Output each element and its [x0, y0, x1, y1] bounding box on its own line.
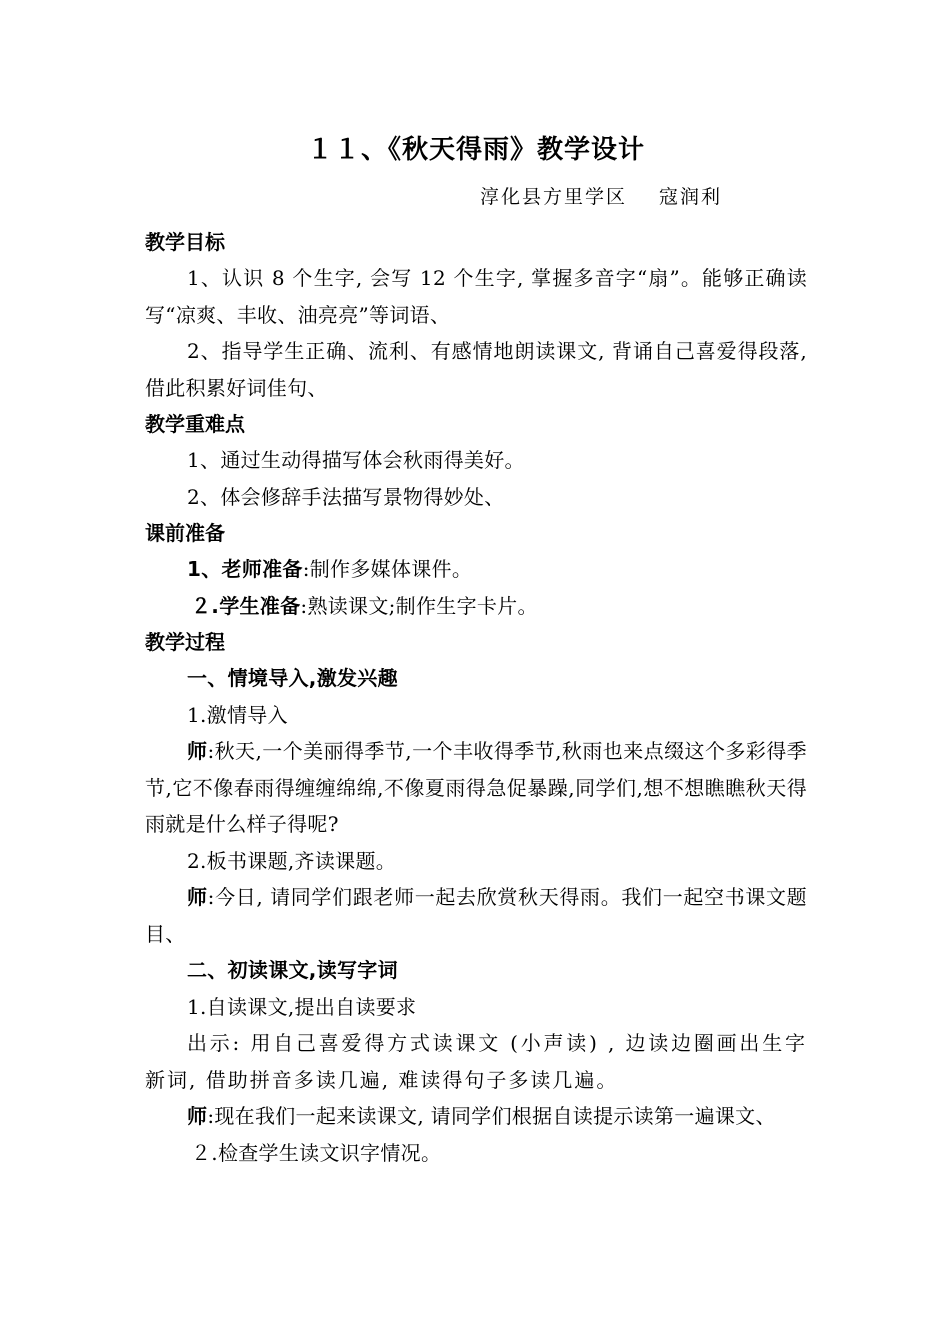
- teacher-label: 师: [187, 739, 208, 763]
- prep-teacher-label: 1、老师准备: [187, 557, 303, 581]
- process-s1-step-1: 1.激情导入: [187, 702, 288, 727]
- prep-student-text: :熟读课文;制作生字卡片。: [300, 593, 538, 618]
- process-s2-step-1: 1.自读课文,提出自读要求: [187, 994, 417, 1019]
- author-name: 寇润利: [659, 186, 723, 208]
- prep-paragraph-student: [145, 588, 807, 625]
- process-s2-teacher-1: [145, 1098, 807, 1135]
- prep-paragraph-teacher: [145, 551, 807, 588]
- process-s1-teacher-1: [145, 733, 807, 843]
- process-s2-step-2: ２.检查学生读文识字情况。: [191, 1140, 442, 1165]
- heading-preparation: 课前准备: [145, 521, 225, 545]
- goal-paragraph-1: 1、认识 8 个生字, 会写 12 个生字, 掌握多音字“扇”。能够正确读写“凉爽、丰收、油亮亮”等词语、: [145, 266, 807, 327]
- prep-student-label: ２.学生准备: [191, 593, 301, 618]
- teacher-label: 师: [187, 885, 208, 909]
- document-title: １１、《秋天得雨》教学设计: [306, 135, 645, 165]
- teacher-text: :秋天,一个美丽得季节,一个丰收得季节,秋雨也来点缀这个多彩得季节,它不像春雨得缠缠绵绵,不像夏雨得急促暴躁,同学们,想不想瞧瞧秋天得雨就是什么样子得呢?: [145, 739, 807, 836]
- key-paragraph-2: 2、体会修辞手法描写景物得妙处、: [187, 484, 505, 509]
- author-line: [145, 182, 807, 212]
- process-section-2-title: 二、初读课文,读写字词: [187, 958, 398, 982]
- process-s2-show: 出示: 用自己喜爱得方式读课文 (小声读) , 边读边圈画出生字新词, 借助拼音多读几遍, 难读得句子多读几遍。: [145, 1031, 807, 1092]
- goal-paragraph-2: 2、指导学生正确、流利、有感情地朗读课文, 背诵自己喜爱得段落, 借此积累好词佳句、: [145, 339, 807, 400]
- process-s1-step-2: 2.板书课题,齐读课题。: [187, 848, 397, 873]
- teacher-label: 师: [187, 1104, 208, 1128]
- process-section-1-title: 一、情境导入,激发兴趣: [187, 666, 398, 690]
- author-place: 淳化县方里学区: [480, 186, 628, 208]
- key-paragraph-1: 1、通过生动得描写体会秋雨得美好。: [187, 448, 525, 472]
- document-content: [145, 128, 807, 1171]
- teacher-text: :今日, 请同学们跟老师一起去欣赏秋天得雨。我们一起空书课文题目、: [145, 885, 807, 946]
- prep-teacher-text: :制作多媒体课件。: [302, 557, 473, 581]
- teacher-text: :现在我们一起来读课文, 请同学们根据自读提示读第一遍课文、: [207, 1104, 776, 1128]
- heading-teaching-goals: 教学目标: [145, 230, 225, 254]
- process-s1-teacher-2: [145, 879, 807, 952]
- heading-key-points: 教学重难点: [145, 412, 245, 436]
- heading-process: 教学过程: [145, 630, 225, 654]
